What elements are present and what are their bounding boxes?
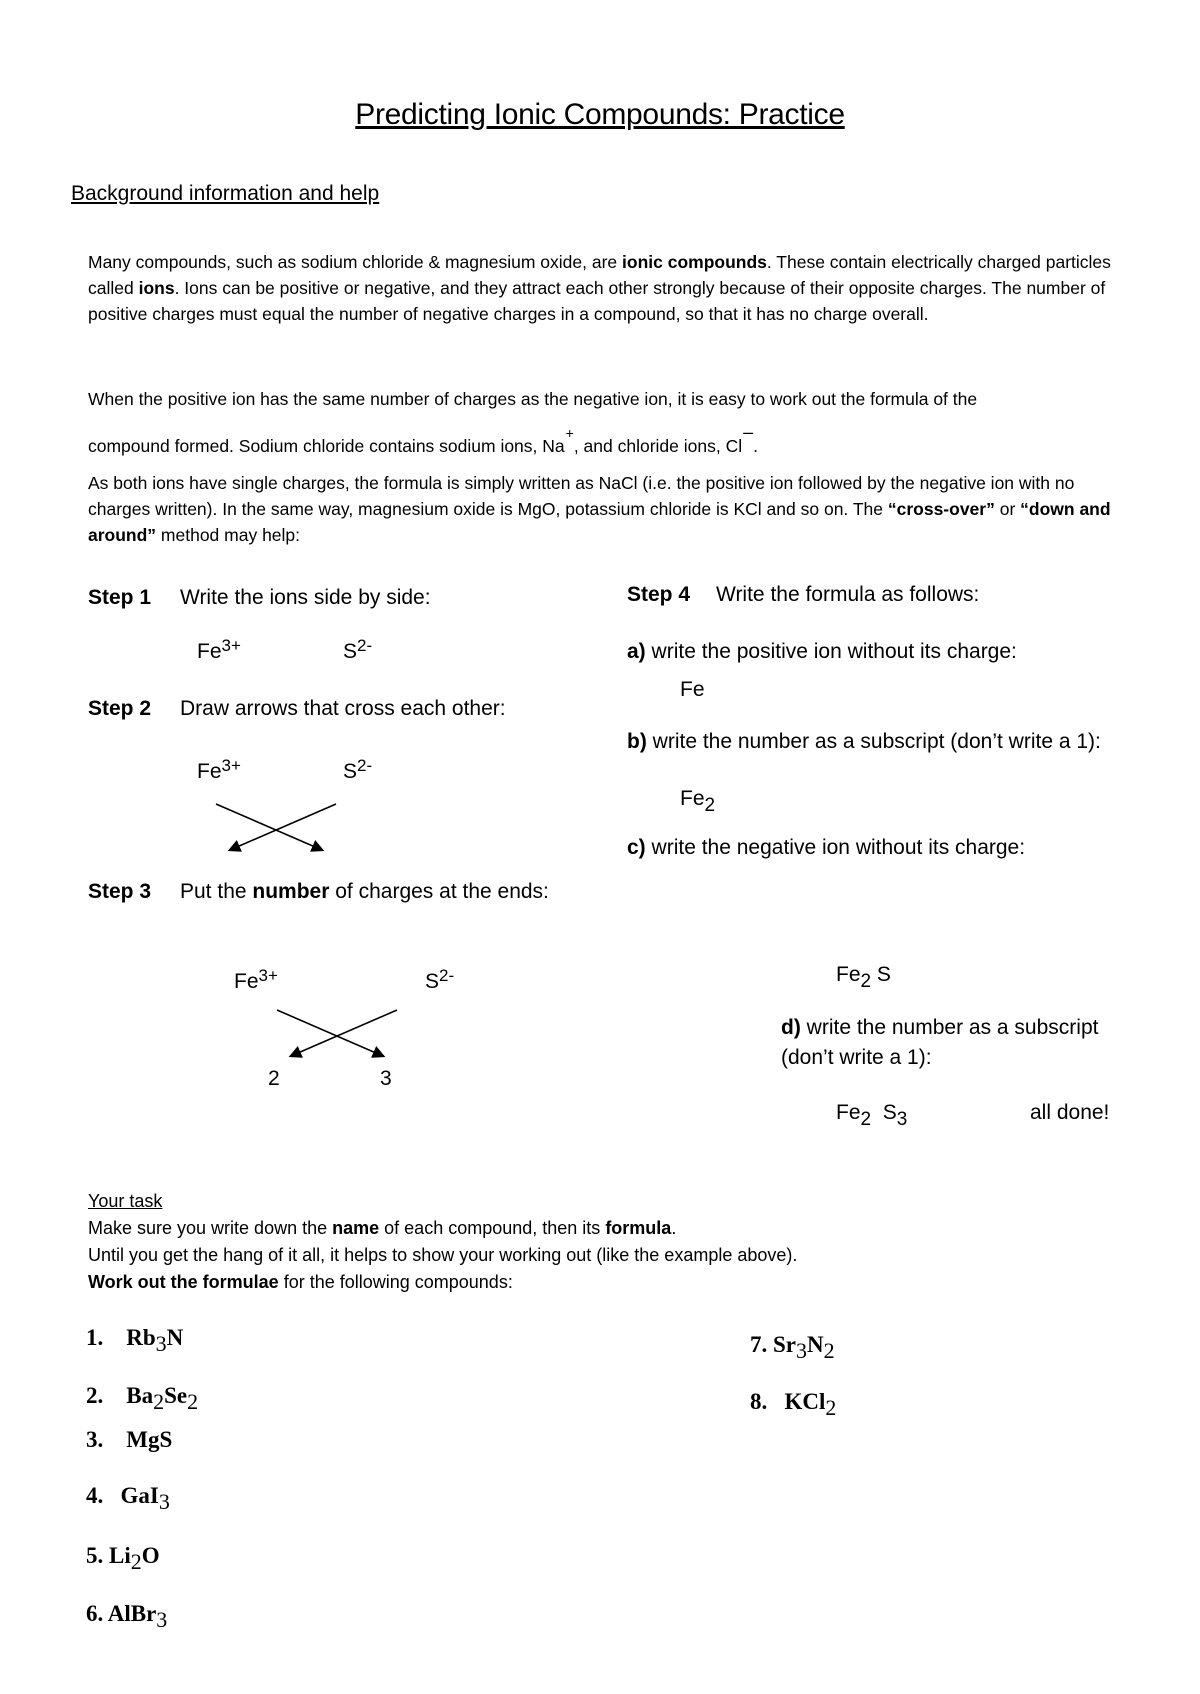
step4-label: Step 4	[627, 583, 691, 606]
substep-b: b) write the number as a subscript (don’t write a 1):	[627, 730, 1101, 753]
same-charge-text-b: , and chloride ions, Cl	[573, 436, 743, 456]
question-4: 4. GaI$_3$	[86, 1483, 170, 1514]
question-3: 3. MgS	[86, 1427, 173, 1452]
question-1: 1. $Rb_3N$	[86, 1325, 184, 1356]
substep-a: a) write the positive ion without its charge:	[627, 640, 1017, 663]
cross-over-text-e: method may help:	[156, 525, 301, 545]
question-7: 7. $Sr_3N_2$	[750, 1332, 835, 1363]
step3-text: Put the number of charges at the ends:	[180, 880, 549, 903]
substep-d-line2: (don’t write a 1):	[781, 1046, 932, 1069]
cross-over-term: “cross-over”	[887, 499, 995, 519]
cl-charge: –	[743, 422, 754, 442]
question-5: 5. $Li_2O$	[86, 1543, 160, 1574]
all-done-text: all done!	[1030, 1101, 1110, 1124]
intro-text-a: Many compounds, such as sodium chloride & magnesium oxide, are	[88, 252, 623, 272]
down-and-around-term: “down and around”	[88, 499, 1111, 545]
task-line3: Work out the formulae for the following compounds:	[88, 1272, 513, 1292]
cross-over-text-a: As both ions have single charges, the formula is simply written as NaCl (i.e. the positive ion followed by the negative ion with no charges written). In the same way, magnesium oxide is MgO, potassium chloride is KCl and so on. The	[88, 473, 1075, 519]
step4-text: Write the formula as follows:	[716, 583, 980, 606]
step2-text: Draw arrows that cross each other:	[180, 697, 506, 720]
question-6: 6. AlBr$_3$	[86, 1601, 168, 1632]
background-heading: Background information and help	[71, 182, 380, 205]
task-heading: Your task	[88, 1191, 163, 1211]
step3-arrow-down-left	[291, 1010, 397, 1056]
substep-d-line1: d) write the number as a subscript	[781, 1016, 1099, 1039]
step2-arrow-down-left	[230, 804, 336, 850]
step3-arrow-down-right	[277, 1010, 383, 1056]
substep-c: c) write the negative ion without its charge:	[627, 836, 1026, 859]
intro-text-e: . Ions can be positive or negative, and they attract each other strongly because of their opposite charges. The number of positive charges must equal the number of negative charges in a compound, so that it has no charge overall.	[88, 278, 1106, 324]
ionic-compounds-term: ionic compounds	[622, 252, 767, 272]
substep-c-result: $Fe_2$ S	[836, 963, 891, 992]
step1-text: Write the ions side by side:	[180, 586, 431, 609]
step1-anion: $S^{2-}$	[343, 636, 373, 663]
step3-label: Step 3	[88, 880, 152, 903]
same-charge-text-a: compound formed. Sodium chloride contains sodium ions, Na	[88, 436, 565, 456]
step2-cation: $Fe^{3+}$	[197, 756, 241, 783]
substep-d-result: $Fe_2$ $S_3$	[836, 1101, 908, 1130]
step3-number-right: 3	[380, 1067, 392, 1090]
task-block	[88, 1188, 1128, 1296]
page-title: Predicting Ionic Compounds: Practice	[355, 98, 845, 131]
step2-arrow-down-right	[216, 804, 322, 850]
na-charge: +	[565, 425, 574, 441]
step1-label: Step 1	[88, 586, 152, 609]
question-8: 8. KCl$_2$	[750, 1389, 837, 1420]
ions-term: ions	[138, 278, 175, 298]
step3-cation: $Fe^{3+}$	[234, 966, 278, 993]
step2-label: Step 2	[88, 697, 152, 720]
cross-over-text-c: or	[994, 499, 1021, 519]
same-charge-text-c: .	[753, 436, 759, 456]
step3-anion: $S^{2-}$	[425, 966, 455, 993]
task-line2: Until you get the hang of it all, it helps to show your working out (like the example above).	[88, 1245, 798, 1265]
substep-a-result: Fe	[680, 678, 705, 701]
intro-text-c: . These contain electrically charged particles called	[88, 252, 1111, 298]
task-line1: Make sure you write down the name of each compound, then its formula.	[88, 1218, 677, 1238]
step3-number-left: 2	[268, 1067, 280, 1090]
step1-cation: $Fe^{3+}$	[197, 636, 241, 663]
step2-anion: $S^{2-}$	[343, 756, 373, 783]
same-charge-line1: When the positive ion has the same number of charges as the negative ion, it is easy to work out the formula of the	[88, 389, 978, 409]
question-2: 2. $Ba_2Se_2$	[86, 1383, 199, 1414]
substep-b-result: $Fe_2$	[680, 787, 716, 816]
